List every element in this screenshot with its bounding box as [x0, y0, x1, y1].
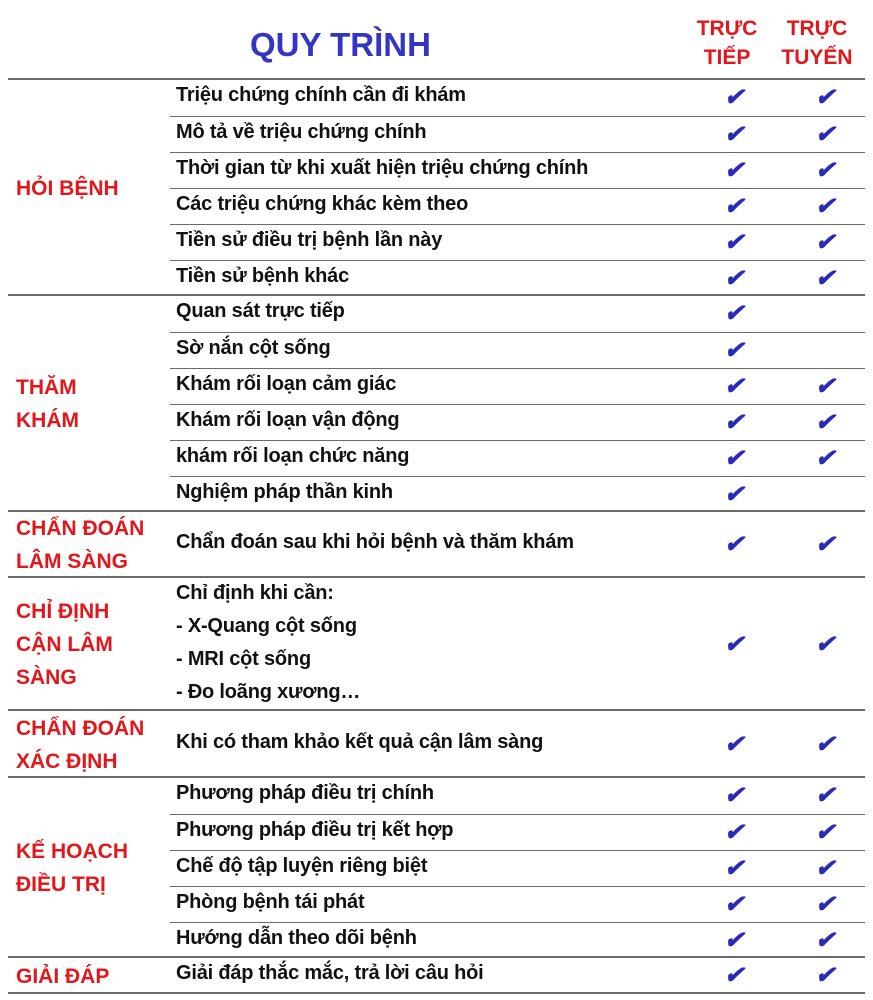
category-line: HỎI BỆNH — [16, 176, 119, 200]
process-step-line: Sờ nắn cột sống — [176, 337, 331, 359]
check-icon-online: ✔ — [814, 445, 836, 472]
process-step-line: Chẩn đoán sau khi hỏi bệnh và thăm khám — [176, 531, 574, 553]
process-step-line: Khám rối loạn cảm giác — [176, 373, 397, 395]
process-step-line: Chỉ định khi cần: — [176, 581, 334, 604]
process-step — [176, 531, 574, 554]
process-step — [176, 300, 345, 323]
process-step-line: - Đo loãng xương… — [176, 680, 361, 703]
table-row — [170, 368, 865, 404]
table-row — [170, 850, 865, 886]
process-step-line: Triệu chứng chính cần đi khám — [176, 84, 466, 106]
check-icon-direct: ✔ — [723, 445, 745, 472]
process-step-line: Phòng bệnh tái phát — [176, 891, 365, 913]
table-row — [170, 886, 865, 922]
check-icon-direct: ✔ — [723, 121, 745, 148]
table-row — [170, 260, 865, 296]
process-step-line: Tiền sử bệnh khác — [176, 265, 349, 287]
check-icon-direct: ✔ — [723, 157, 745, 184]
category-line: CẬN LÂM — [16, 633, 113, 656]
check-icon-direct: ✔ — [723, 891, 745, 918]
check-icon-online: ✔ — [814, 229, 836, 256]
process-step — [176, 84, 466, 107]
category-line: SÀNG — [16, 666, 77, 689]
process-step-line: Phương pháp điều trị kết hợp — [176, 819, 454, 841]
check-icon-direct: ✔ — [723, 265, 745, 292]
process-step-line: Khám rối loạn vận động — [176, 409, 400, 431]
process-step-line: Khi có tham khảo kết quả cận lâm sàng — [176, 730, 544, 753]
process-step — [176, 373, 396, 396]
check-icon-direct: ✔ — [723, 84, 745, 111]
table-row — [170, 711, 865, 778]
process-step-line: Tiền sử điều trị bệnh lần này — [176, 229, 443, 251]
category-line: THĂM — [16, 376, 77, 399]
table-row — [170, 224, 865, 260]
section — [8, 576, 865, 711]
page-title: QUY TRÌNH — [250, 26, 431, 63]
check-icon-online: ✔ — [814, 84, 836, 111]
section — [8, 510, 865, 578]
process-step — [176, 782, 434, 805]
process-step — [176, 962, 484, 985]
process-step — [176, 157, 588, 180]
section — [8, 78, 865, 296]
category-line: CHỈ ĐỊNH — [16, 600, 110, 623]
process-step-line: Hướng dẫn theo dõi bệnh — [176, 927, 417, 949]
check-icon-online: ✔ — [814, 265, 836, 292]
column-header-line: TIẾP — [703, 46, 751, 69]
table-row — [170, 116, 865, 152]
table-row — [170, 778, 865, 814]
check-icon-direct: ✔ — [723, 481, 745, 508]
column-header-line: TRỰC — [786, 17, 848, 40]
table-row — [170, 296, 865, 332]
process-step — [176, 855, 427, 878]
process-step-line: khám rối loạn chức năng — [176, 445, 410, 467]
process-step — [176, 819, 453, 842]
section — [8, 956, 865, 994]
column-header-line: TUYẾN — [781, 46, 853, 69]
category-line: KẾ HOẠCH — [16, 840, 129, 863]
category-line: CHẨN ĐOÁN — [16, 517, 145, 540]
process-step — [176, 229, 442, 252]
check-icon-direct: ✔ — [723, 782, 745, 809]
table-row — [170, 476, 865, 512]
check-icon-online: ✔ — [814, 782, 836, 809]
category-label — [16, 712, 176, 778]
process-step-line: Giải đáp thắc mắc, trả lời câu hỏi — [176, 962, 484, 984]
process-step-line: Thời gian từ khi xuất hiện triệu chứng chính — [176, 157, 589, 179]
check-icon-direct: ✔ — [723, 819, 745, 846]
category-label — [16, 835, 176, 901]
process-step-line: Chế độ tập luyện riêng biệt — [176, 855, 428, 877]
process-step — [176, 337, 331, 360]
process-step-line: Nghiệm pháp thần kinh — [176, 481, 393, 503]
table-row — [170, 80, 865, 116]
process-step — [176, 731, 543, 754]
column-header-direct — [682, 14, 772, 72]
check-icon-direct: ✔ — [723, 962, 745, 989]
process-step — [176, 891, 364, 914]
check-icon-direct: ✔ — [723, 927, 745, 954]
check-icon-direct: ✔ — [723, 193, 745, 220]
process-step — [176, 927, 417, 950]
category-line: CHẨN ĐOÁN — [16, 716, 145, 740]
table-row — [170, 512, 865, 578]
process-step — [176, 577, 360, 709]
category-label — [16, 960, 176, 993]
category-label — [16, 595, 176, 694]
table-row — [170, 578, 865, 711]
category-line: LÂM SÀNG — [16, 550, 128, 573]
table-row — [170, 922, 865, 958]
check-icon-direct: ✔ — [723, 531, 745, 558]
process-step-line: Mô tả về triệu chứng chính — [176, 121, 427, 143]
process-step — [176, 193, 468, 216]
table-row — [170, 958, 865, 994]
check-icon-direct: ✔ — [723, 630, 745, 658]
category-line: ĐIỀU TRỊ — [16, 873, 106, 896]
check-icon-direct: ✔ — [723, 855, 745, 882]
process-step-line: - X-Quang cột sống — [176, 614, 357, 637]
check-icon-direct: ✔ — [723, 373, 745, 400]
process-step-line: Quan sát trực tiếp — [176, 300, 345, 322]
table-row — [170, 440, 865, 476]
table-row — [170, 188, 865, 224]
check-icon-online: ✔ — [814, 630, 836, 658]
check-icon-online: ✔ — [814, 855, 836, 882]
check-icon-direct: ✔ — [723, 337, 745, 364]
section — [8, 776, 865, 958]
check-icon-online: ✔ — [814, 193, 836, 220]
check-icon-online: ✔ — [814, 531, 836, 558]
process-step — [176, 265, 349, 288]
table-row — [170, 814, 865, 850]
check-icon-direct: ✔ — [723, 409, 745, 436]
process-step — [176, 445, 409, 468]
check-icon-online: ✔ — [814, 927, 836, 954]
check-icon-direct: ✔ — [723, 229, 745, 256]
check-icon-online: ✔ — [814, 730, 836, 758]
category-line: GIẢI ĐÁP — [16, 964, 110, 988]
process-step — [176, 121, 426, 144]
table-row — [170, 404, 865, 440]
check-icon-online: ✔ — [814, 157, 836, 184]
section — [8, 709, 865, 778]
category-label — [16, 371, 176, 437]
category-label — [16, 512, 176, 578]
check-icon-online: ✔ — [814, 962, 836, 989]
check-icon-direct: ✔ — [723, 730, 745, 758]
column-header-line: TRỰC — [696, 17, 758, 40]
table-row — [170, 152, 865, 188]
category-label — [16, 172, 176, 205]
check-icon-online: ✔ — [814, 409, 836, 436]
check-icon-online: ✔ — [814, 891, 836, 918]
category-line: XÁC ĐỊNH — [16, 749, 118, 773]
process-step-line: Phương pháp điều trị chính — [176, 782, 434, 804]
check-icon-online: ✔ — [814, 373, 836, 400]
table-row — [170, 332, 865, 368]
process-step-line: Các triệu chứng khác kèm theo — [176, 193, 469, 215]
check-icon-online: ✔ — [814, 819, 836, 846]
check-icon-direct: ✔ — [723, 300, 745, 327]
process-step-line: - MRI cột sống — [176, 647, 311, 670]
process-step — [176, 481, 393, 504]
category-line: KHÁM — [16, 409, 79, 432]
column-header-online — [772, 14, 862, 72]
section — [8, 294, 865, 512]
process-step — [176, 409, 399, 432]
check-icon-online: ✔ — [814, 121, 836, 148]
